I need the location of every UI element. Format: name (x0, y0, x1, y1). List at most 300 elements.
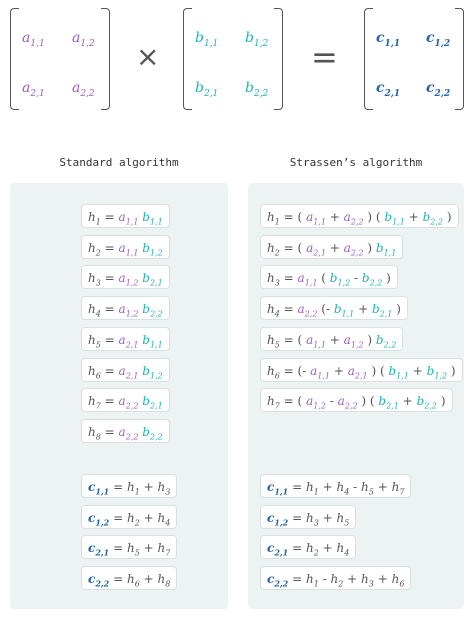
subscript: 7 (399, 487, 405, 497)
subscript: 2 (338, 579, 344, 589)
operator: = (113, 541, 124, 556)
math-symbol: $c_{2,2}$ (88, 572, 110, 589)
subscript: 1 (313, 487, 319, 497)
operator: = (283, 363, 294, 378)
right-bracket (101, 8, 110, 110)
operator: = (283, 271, 294, 286)
subscript: 3 (274, 278, 280, 288)
operator: ( (297, 332, 303, 347)
math-symbol: $a_{1,2}$ (343, 332, 364, 350)
subscript: 1,1 (392, 217, 405, 227)
math-symbol: $b_{1,1}$ (142, 210, 163, 227)
math-symbol: $h_4$ (336, 480, 350, 497)
math-symbol: $a_{2,1}$ (306, 240, 326, 258)
subscript: 2,2 (125, 401, 139, 411)
subscript: 2,1 (384, 88, 401, 99)
operator: ) (386, 271, 391, 286)
subscript: 1,1 (384, 38, 401, 49)
math-symbol: $b_{1,1}$ (195, 30, 219, 49)
left-bracket (364, 8, 373, 110)
subscript: 2,2 (434, 88, 451, 99)
subscript: 1,1 (313, 217, 326, 227)
operator: ( (375, 210, 381, 224)
math-symbol: $a_{2,1}$ (22, 80, 45, 99)
subscript: 7 (165, 548, 171, 558)
subscript: 2,1 (379, 309, 393, 319)
left-bracket (10, 8, 19, 110)
subscript: 1,1 (383, 248, 397, 258)
subscript: 8 (165, 579, 171, 589)
math-symbol: $a_{1,2}$ (306, 394, 326, 411)
math-symbol: $h_4$ (336, 541, 350, 558)
math-symbol: $a_{1,2}$ (72, 30, 95, 49)
operator: ( (379, 363, 385, 378)
math-symbol: $a_{2,2}$ (337, 394, 358, 411)
operator: ) (440, 394, 446, 409)
operator: + (347, 572, 358, 587)
subscript: 1,1 (149, 340, 163, 350)
subscript: 4 (274, 309, 280, 319)
matrix-entry (245, 80, 268, 99)
math-symbol: $h_8$ (157, 572, 171, 589)
operator: + (143, 572, 154, 587)
operator: = (283, 394, 294, 409)
equation-box (260, 566, 411, 590)
math-symbol: $h_7$ (391, 480, 405, 497)
math-symbol: $h_7$ (88, 394, 101, 411)
subscript: 1,2 (313, 401, 326, 411)
subscript: 1,1 (304, 278, 318, 288)
math-symbol: $a_{1,1}$ (306, 332, 326, 350)
math-symbol: $a_{1,1}$ (310, 363, 331, 380)
math-symbol: $b_{1,2}$ (329, 271, 351, 288)
matrix-entry (72, 30, 95, 49)
operator: ) (367, 210, 373, 224)
subscript: 5 (368, 487, 374, 497)
equation-box (260, 235, 403, 259)
math-symbol: $c_{2,1}$ (267, 541, 289, 558)
matrix-entry (376, 30, 400, 49)
subscript: 2,2 (350, 248, 364, 258)
subscript: 2,2 (125, 432, 139, 442)
subscript: 4 (165, 518, 171, 528)
subscript: 5 (134, 548, 140, 558)
math-symbol: $h_1$ (305, 572, 319, 589)
operator: ) (361, 394, 367, 409)
subscript: 2,1 (354, 370, 368, 380)
subscript: 8 (95, 432, 101, 442)
math-symbol: $b_{1,1}$ (142, 332, 163, 350)
subscript: 3 (165, 487, 171, 497)
operator: = (283, 240, 294, 255)
operator: ) (367, 332, 373, 347)
operator: = (104, 394, 115, 409)
operator: + (408, 210, 419, 224)
subscript: 2,2 (253, 88, 269, 99)
subscript: 2,1 (313, 248, 326, 258)
math-symbol: $h_3$ (305, 510, 319, 528)
equation-box (81, 204, 170, 228)
subscript: 2,2 (274, 578, 289, 589)
math-symbol: $c_{2,2}$ (267, 572, 289, 589)
operator: = (292, 480, 303, 494)
equation-box (260, 204, 459, 228)
operator: - (353, 480, 358, 494)
strassen-panel (248, 183, 464, 609)
standard-heading: Standard algorithm (59, 156, 179, 169)
operator: + (333, 363, 344, 378)
matrix-a (10, 8, 110, 108)
math-symbol: $b_{2,2}$ (416, 394, 437, 411)
math-symbol: $h_1$ (88, 210, 101, 227)
math-symbol: $a_{2,2}$ (343, 210, 364, 227)
operator: + (322, 480, 333, 494)
math-symbol: $b_{1,1}$ (333, 302, 355, 319)
operator: = (283, 210, 294, 224)
subscript: 1,1 (203, 38, 219, 49)
operator: = (104, 302, 115, 317)
subscript: 2,2 (430, 217, 443, 227)
math-symbol: $c_{1,1}$ (88, 480, 110, 497)
math-symbol: $h_2$ (88, 240, 101, 258)
subscript: 4 (95, 309, 101, 319)
math-symbol: $h_4$ (88, 302, 101, 319)
operator: ( (369, 394, 375, 409)
matrix-b (183, 8, 283, 108)
math-symbol: $b_{1,2}$ (245, 30, 269, 49)
math-symbol: $a_{2,2}$ (297, 302, 318, 319)
math-symbol: $b_{2,1}$ (195, 80, 219, 99)
subscript: 2,1 (125, 370, 139, 380)
subscript: 2,2 (424, 401, 437, 411)
math-symbol: $h_4$ (157, 510, 171, 528)
operator: ( (297, 210, 303, 224)
operator: + (377, 572, 388, 587)
operator: = (113, 510, 124, 525)
subscript: 1,2 (434, 370, 448, 380)
subscript: 2,2 (369, 278, 383, 288)
subscript: 1,1 (125, 217, 139, 227)
math-symbol: $b_{2,1}$ (371, 302, 393, 319)
math-symbol: $c_{1,1}$ (376, 30, 401, 49)
subscript: 2,2 (149, 309, 163, 319)
standard-panel (10, 183, 228, 609)
subscript: 2,1 (125, 340, 139, 350)
subscript: 5 (274, 340, 280, 350)
operator: = (113, 480, 124, 494)
subscript: 7 (95, 401, 101, 411)
math-symbol: $h_6$ (391, 572, 405, 589)
subscript: 2 (95, 248, 101, 258)
subscript: 1,2 (337, 278, 351, 288)
operator: ( (321, 271, 326, 286)
math-symbol: $h_5$ (88, 332, 101, 350)
matrix-entry (426, 30, 450, 49)
operator: = (283, 332, 294, 347)
equation-box (260, 505, 356, 529)
math-symbol: $h_2$ (330, 572, 344, 589)
equation-box (260, 296, 408, 320)
math-symbol: $a_{2,2}$ (72, 80, 95, 99)
subscript: 2,1 (203, 88, 219, 99)
subscript: 2,1 (149, 401, 163, 411)
math-symbol: $h_6$ (88, 363, 101, 380)
operator: = (104, 271, 115, 286)
math-symbol: $b_{2,2}$ (142, 302, 163, 319)
subscript: 1 (134, 487, 140, 497)
subscript: 2,1 (149, 278, 163, 288)
matrix-entry (22, 30, 45, 49)
operator: + (377, 480, 388, 494)
subscript: 2,1 (274, 547, 289, 558)
matrix-entry (72, 80, 95, 99)
math-symbol: $h_2$ (126, 510, 140, 528)
subscript: 5 (95, 340, 101, 350)
subscript: 1 (95, 217, 101, 227)
operator: = (283, 302, 294, 317)
math-symbol: $c_{2,1}$ (88, 541, 110, 558)
math-symbol: $a_{1,1}$ (306, 210, 326, 227)
equation-box (260, 535, 356, 559)
subscript: 1,1 (396, 370, 409, 380)
equation-box (81, 535, 177, 559)
subscript: 4 (344, 548, 350, 558)
math-symbol: $h_2$ (267, 240, 280, 258)
subscript: 3 (95, 278, 101, 288)
math-symbol: $b_{1,1}$ (384, 210, 405, 227)
subscript: 2,2 (304, 309, 318, 319)
equation-box (81, 265, 170, 289)
math-symbol: $a_{1,2}$ (118, 271, 139, 288)
operator: + (329, 210, 340, 224)
operator: = (104, 424, 115, 439)
operator: + (143, 480, 154, 494)
operator: = (113, 572, 124, 587)
operator: ( (297, 240, 303, 255)
math-symbol: $c_{1,2}$ (426, 30, 451, 49)
matrix-c (364, 8, 464, 108)
math-symbol: $b_{2,2}$ (375, 332, 397, 350)
subscript: 1,2 (125, 278, 139, 288)
right-bracket (455, 8, 464, 110)
operator: + (143, 541, 154, 556)
operator: ) (450, 363, 456, 378)
math-symbol: $b_{2,1}$ (142, 394, 163, 411)
operator: - (354, 271, 359, 286)
subscript: 1 (313, 579, 319, 589)
math-symbol: $h_3$ (88, 271, 101, 288)
math-symbol: $b_{2,2}$ (361, 271, 383, 288)
subscript: 2 (274, 248, 280, 258)
math-symbol: $b_{1,2}$ (142, 363, 163, 380)
equation-box (81, 419, 170, 443)
matrix-entry (376, 80, 400, 99)
math-symbol: $h_7$ (157, 541, 171, 558)
operator: + (329, 332, 340, 347)
operator: ( (297, 394, 303, 409)
operator: + (329, 240, 340, 255)
subscript: 1,2 (149, 248, 163, 258)
subscript: 2,1 (30, 88, 45, 99)
subscript: 1,2 (95, 517, 110, 528)
math-symbol: $h_3$ (361, 572, 374, 589)
operator: = (292, 572, 303, 587)
subscript: 1,2 (274, 517, 289, 528)
math-symbol: $b_{1,2}$ (142, 240, 163, 258)
math-symbol: $h_5$ (126, 541, 140, 558)
math-symbol: $a_{2,1}$ (118, 363, 139, 380)
subscript: 6 (134, 579, 140, 589)
operator: ) (396, 302, 401, 317)
subscript: 1,2 (80, 38, 95, 49)
operator: = (104, 332, 115, 347)
matrix-entry (195, 80, 218, 99)
math-symbol: $a_{1,2}$ (118, 302, 139, 319)
subscript: 1,2 (434, 38, 451, 49)
operator: + (358, 302, 369, 317)
times-symbol: × (136, 40, 160, 73)
operator: + (322, 510, 333, 525)
math-symbol: $h_5$ (267, 332, 280, 350)
operator: ) (446, 210, 452, 224)
subscript: 2,2 (95, 578, 110, 589)
operator: ) (367, 240, 373, 255)
subscript: 4 (344, 487, 350, 497)
operator: = (292, 510, 303, 525)
subscript: 2,1 (95, 547, 110, 558)
equation-box (260, 388, 453, 412)
subscript: 2,2 (350, 217, 364, 227)
subscript: 2,2 (383, 340, 397, 350)
subscript: 1,2 (350, 340, 364, 350)
subscript: 1 (274, 217, 280, 227)
math-symbol: $h_4$ (267, 302, 280, 319)
subscript: 6 (95, 370, 101, 380)
equation-box (81, 327, 170, 351)
left-bracket (183, 8, 192, 110)
math-symbol: $b_{2,1}$ (142, 271, 163, 288)
equation-box (81, 505, 177, 529)
subscript: 1,2 (149, 370, 163, 380)
operator: (- (321, 302, 331, 317)
math-symbol: $h_3$ (157, 480, 171, 497)
equation-box (260, 327, 403, 351)
operator: = (104, 210, 115, 224)
operator: ) (371, 363, 377, 378)
math-symbol: $h_6$ (126, 572, 140, 589)
equation-box (81, 296, 170, 320)
strassen-heading: Strassen’s algorithm (289, 156, 423, 169)
operator: + (322, 541, 333, 556)
right-bracket (274, 8, 283, 110)
subscript: 3 (368, 579, 374, 589)
math-symbol: $b_{2,2}$ (142, 424, 163, 442)
math-symbol: $a_{2,2}$ (343, 240, 364, 258)
subscript: 1,1 (341, 309, 355, 319)
operator: + (402, 394, 413, 409)
math-symbol: $a_{2,2}$ (118, 424, 139, 442)
subscript: 6 (274, 370, 280, 380)
equation-box (260, 358, 463, 382)
equation-box (81, 358, 170, 382)
matrix-entry (245, 30, 268, 49)
math-symbol: $h_1$ (305, 480, 319, 497)
math-symbol: $h_6$ (267, 363, 280, 380)
subscript: 2,1 (386, 401, 399, 411)
subscript: 2,2 (149, 432, 163, 442)
subscript: 1,1 (313, 340, 326, 350)
subscript: 3 (313, 518, 319, 528)
matrix-entry (195, 30, 218, 49)
math-symbol: $a_{2,2}$ (118, 394, 139, 411)
math-symbol: $h_2$ (305, 541, 319, 558)
subscript: 2 (134, 518, 140, 528)
subscript: 2,2 (344, 401, 358, 411)
subscript: 1,1 (125, 248, 139, 258)
subscript: 2 (313, 548, 319, 558)
math-symbol: $a_{2,1}$ (347, 363, 368, 380)
math-symbol: $a_{1,1}$ (118, 240, 139, 258)
equation-box (260, 265, 398, 289)
math-symbol: $b_{2,1}$ (378, 394, 399, 411)
equation-box (260, 474, 411, 498)
math-symbol: $h_8$ (88, 424, 101, 442)
equation-box (81, 474, 177, 498)
math-symbol: $c_{1,2}$ (88, 510, 110, 528)
operator: = (104, 240, 115, 255)
equation-box (81, 235, 170, 259)
math-symbol: $h_1$ (126, 480, 140, 497)
math-symbol: $h_5$ (336, 510, 350, 528)
subscript: 1,1 (149, 217, 163, 227)
equation-box (81, 566, 177, 590)
math-symbol: $a_{1,1}$ (22, 30, 45, 49)
math-symbol: $h_3$ (267, 271, 280, 288)
subscript: 1,1 (317, 370, 331, 380)
operator: - (322, 572, 327, 587)
math-symbol: $c_{2,1}$ (376, 80, 401, 99)
operator: - (329, 394, 334, 409)
math-symbol: $b_{1,1}$ (388, 363, 409, 380)
math-symbol: $h_7$ (267, 394, 280, 411)
operator: (- (297, 363, 307, 378)
math-symbol: $b_{2,2}$ (422, 210, 443, 227)
subscript: 1,1 (30, 38, 45, 49)
subscript: 1,1 (95, 486, 110, 497)
subscript: 5 (344, 518, 350, 528)
operator: = (292, 541, 303, 556)
equation-box (81, 388, 170, 412)
subscript: 1,2 (125, 309, 139, 319)
math-symbol: $h_1$ (267, 210, 280, 227)
math-symbol: $c_{2,2}$ (426, 80, 451, 99)
operator: + (143, 510, 154, 525)
operator: + (412, 363, 423, 378)
matrix-entry (22, 80, 45, 99)
math-symbol: $c_{1,2}$ (267, 510, 289, 528)
math-symbol: $a_{2,1}$ (118, 332, 139, 350)
math-symbol: $b_{2,2}$ (245, 80, 269, 99)
operator: = (104, 363, 115, 378)
subscript: 1,2 (253, 38, 269, 49)
subscript: 6 (399, 579, 405, 589)
math-symbol: $a_{1,1}$ (297, 271, 318, 288)
math-symbol: $h_5$ (361, 480, 374, 497)
subscript: 1,1 (274, 486, 289, 497)
math-symbol: $a_{1,1}$ (118, 210, 139, 227)
matrix-entry (426, 80, 450, 99)
equals-symbol: = (311, 38, 338, 76)
